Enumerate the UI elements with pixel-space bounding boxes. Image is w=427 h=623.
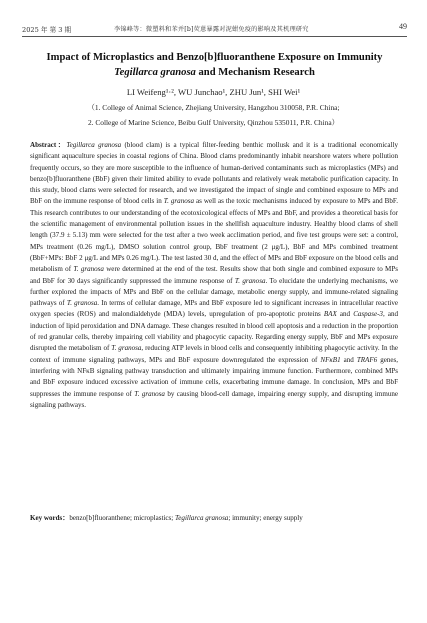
species-name: Tegillarca granosa bbox=[66, 141, 122, 149]
title-line-1: Impact of Microplastics and Benzo[b]fluoranthene Exposure on Immunity bbox=[46, 52, 383, 63]
affiliations bbox=[0, 101, 427, 130]
title-species: Tegillarca granosa bbox=[114, 67, 196, 78]
species-name: T. granosa bbox=[163, 197, 195, 206]
abstract-label: Abstract： bbox=[30, 141, 67, 149]
abstract-text: . To elucidate the underlying mechanisms, we further explored the impacts of MPs and BbF on the cellular damage, metabolic energy supply, and immune-related signaling pathways of bbox=[30, 276, 398, 308]
abstract-text: as well as the toxic mechanisms induced by exposure to MPs and BbF. This research contributes to our understanding of the ecotoxicological effects of MPs and BbF, and provides a theoretical basis for the scientific management of environmental pollution issues in the shellfish aquaculture industry. Healthy blood clams of shell length (37.9 ± 5.13) mm were selected for the test after a two week acclimation period, and five test groups were set: a control, MPs treatment (0.26 mg/L), DMSO solution control group, BbF treatment (2 μg/L), BbF and MPs combined treatment (BbF+MPs: BbF 2 μg/L and MPs 0.26 mg/L). The test lasted 30 d, and the effect of MPs and BbF exposure on the blood cells and metabolism of bbox=[30, 197, 398, 274]
abstract-text: (blood clam) is a typical filter-feeding benthic mollusk and it is a traditional economically significant aquaculture species in coastal regions of China. Blood clams predominantly inhabit nearshore waters where pollution frequently occurs, so they are more susceptible to the influence of human-derived contaminants such as microplastics (MPs) and benzo[b]fluoranthene (BbF) given their limited ability to evade pollutants and relatively weak metabolic purification capacity. In this study, blood clams were selected for research, and we investigated the impact of single and combined exposure to MPs and BbF on the immune response of blood cells in bbox=[30, 141, 398, 206]
keywords-label: Key words： bbox=[30, 514, 70, 522]
page-number: 49 bbox=[399, 22, 407, 31]
abstract-text: , and induction of lipid peroxidation and DNA damage. These changes resulted in blood cell apoptosis and a reduction in the proportion of red granular cells, thereby impairing cell viability and phagocytic capacity. Regarding energy supply, BbF and MPs exposure disrupted the metabolism of bbox=[30, 310, 398, 353]
keyword-species: Tegillarca granosa bbox=[175, 514, 229, 522]
abstract bbox=[30, 140, 398, 411]
species-name: T. granosa bbox=[134, 389, 165, 398]
abstract-text: genes, interfering with NFκB signaling pathway transduction and ultimately impairing immune function. Furthermore, combined MPs and BbF exposure induced excessive activation of immune cells, exacerbating immune damage. In conclusion, MPs and BbF suppresses the immune response of bbox=[30, 355, 398, 398]
affiliation-2: 2. College of Marine Science, Beibu Gulf University, Qinzhou 535011, P.R. China） bbox=[87, 117, 340, 127]
gene-name: Caspase-3 bbox=[353, 310, 383, 319]
gene-name: TRAF6 bbox=[356, 355, 378, 364]
gene-name: BAX bbox=[323, 310, 337, 319]
abstract-text: and bbox=[336, 310, 354, 319]
paper-title bbox=[30, 50, 399, 80]
keywords-text: ; immunity; energy supply bbox=[228, 514, 303, 522]
species-name: T. granosa bbox=[111, 344, 142, 353]
species-name: T. granosa bbox=[66, 299, 98, 308]
author-list: LI Weifeng¹·², WU Junchao¹, ZHU Jun¹, SHI Wei¹ bbox=[126, 87, 301, 97]
species-name: T. granosa bbox=[234, 276, 266, 285]
abstract-text: , reducing ATP levels in blood cells and consequently inhibiting phagocytic activity. In the context of immune signaling pathways, MPs and BbF exposure downregulated the expression of bbox=[30, 344, 398, 364]
running-header bbox=[22, 22, 407, 37]
journal-issue: 2025 年 第 3 期 bbox=[22, 26, 72, 34]
abstract-text: were determined at the end of the test. Results show that both single and combined exposure to MPs and BbF for 30 days significantly suppressed the immune response of bbox=[30, 265, 398, 285]
abstract-text: by causing blood-cell damage, impairing energy supply, and disrupting immune signaling pathways. bbox=[30, 389, 398, 409]
keywords-text: benzo[b]fluoranthene; microplastics; bbox=[69, 514, 176, 522]
abstract-text: . In terms of cellular damage, MPs and BbF exposure led to significant increases in intracellular reactive oxygen species (ROS) and malondialdehyde (MDA) levels, upregulation of pro-apoptotic proteins bbox=[30, 299, 399, 319]
running-title: 李锦峰等：微塑料和苯并[b]荧蒽暴露对泥蚶免疫的影响及其机理研究 bbox=[114, 26, 309, 33]
title-line-2: and Mechanism Research bbox=[195, 67, 315, 78]
species-name: T. granosa bbox=[73, 265, 104, 274]
affiliation-1: （1. College of Animal Science, Zhejiang University, Hangzhou 310058, P.R. China; bbox=[87, 103, 340, 112]
abstract-text: and bbox=[340, 355, 357, 364]
gene-name: NFκB1 bbox=[320, 355, 341, 364]
keywords bbox=[30, 513, 398, 524]
